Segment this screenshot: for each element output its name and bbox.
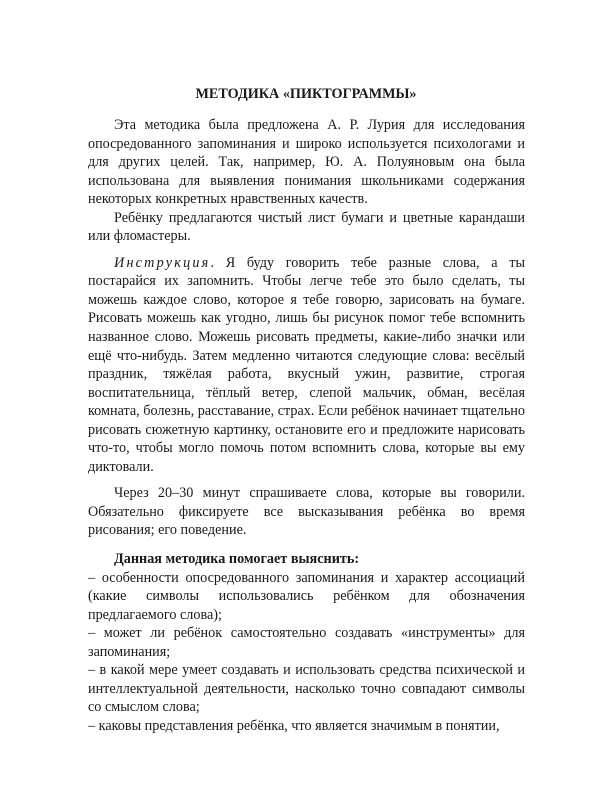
helps-item-2: – может ли ребёнок самостоятельно создавать «инструменты» для запоминания; — [88, 625, 525, 660]
helps-item-1: – особенности опосредованного запоминания и характер ассоциаций (какие символы использовались ребёнком для обозначения предлагаемого слова); — [88, 569, 525, 623]
intro-paragraph-2: Ребёнку предлагаются чистый лист бумаги и цветные карандаши или фломастеры. — [88, 209, 525, 245]
after-paragraph: Через 20–30 минут спрашиваете слова, которые вы говорили. Обязательно фиксируете все высказывания ребёнка во время рисования; его поведение. — [88, 485, 525, 539]
helps-heading: Данная методика помогает выяснить: — [114, 551, 360, 568]
helps-item-3: – в какой мере умеет создавать и использовать средства психической и интеллектуальной деятельности, насколько точно совпадают символы со смыслом слова; — [88, 662, 525, 716]
intro-paragraph-1: Эта методика была предложена А. Р. Лурия для исследования опосредованного запоминания и широко используется психологами и для других целей. Так, например, Ю. А. Полуяновым она была использована для выявления понимания школьниками содержания некоторых конкретных нравственных качеств. — [88, 117, 525, 208]
page-title: МЕТОДИКА «ПИКТОГРАММЫ» — [195, 86, 417, 102]
instruction-label: Инструкция — [114, 254, 211, 271]
helps-item-4: – каковы представления ребёнка, что является значимым в понятии, — [88, 717, 500, 734]
instruction-text: . Я буду говорить тебе разные слова, а ты постарайся их запомнить. Чтобы легче тебе это было сделать, ты можешь каждое слово, которое я тебе говорю, зарисовать на бумаге. Рисовать можешь как угодно, лишь бы рисунок помог тебе вспомнить названное слово. Можешь рисовать предметы, какие-либо значки или ещё что-нибудь. Затем медленно читаются следующие слова: весёлый праздник, тяжёлая работа, вкусный ужин, развитие, строгая воспитательница, тёплый ветер, слепой мальчик, обман, весёлая комната, болезнь, расставание, страх. Если ребёнок начинает тщательно рисовать сюжетную картинку, остановите его и предложите нарисовать что-то, чтобы могло помочь потом вспомнить слова, которые вы ему диктовали. — [88, 254, 525, 475]
document-body — [88, 116, 525, 736]
instruction-paragraph — [88, 254, 525, 477]
